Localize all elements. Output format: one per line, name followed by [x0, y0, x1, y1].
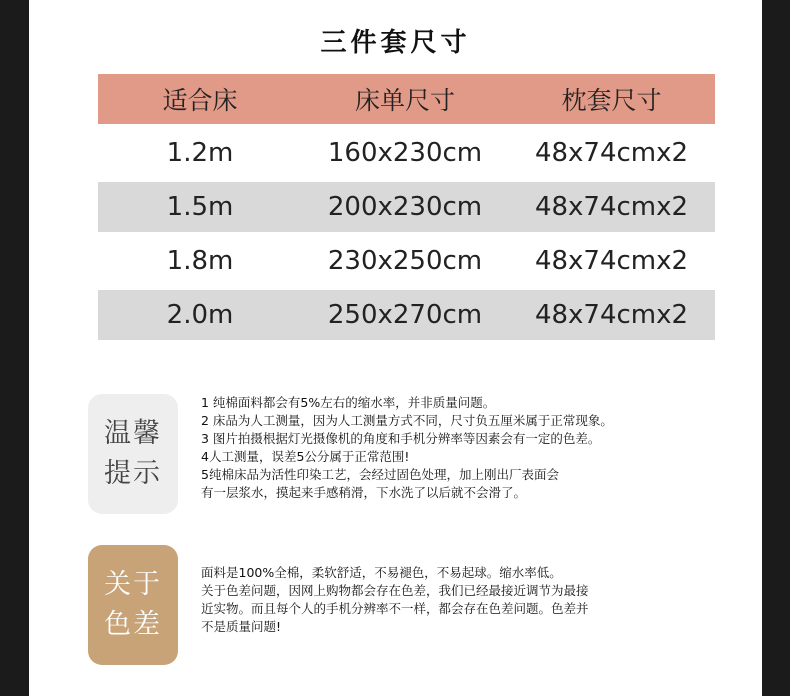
- warm-tips-label-line1: 温馨: [104, 418, 162, 449]
- table-row: [98, 236, 715, 286]
- warm-tip-line: 4人工测量，误差5公分属于正常范围!: [201, 449, 410, 464]
- warm-tip-line: 2 床品为人工测量，因为人工测量方式不同，尺寸负五厘米属于正常现象。: [201, 413, 613, 428]
- sheet-size-cell: 230x250cm: [327, 246, 483, 276]
- warm-tips-badge: [88, 394, 178, 514]
- sheet-size-cell: 160x230cm: [327, 138, 483, 168]
- table-row: [98, 290, 715, 340]
- color-diff-line: 面料是100%全棉，柔软舒适，不易褪色，不易起球。缩水率低。: [201, 565, 562, 580]
- warm-tip-line: 有一层浆水，摸起来手感稍滑，下水洗了以后就不会滑了。: [201, 485, 527, 500]
- sheet-size-cell: 200x230cm: [327, 192, 483, 222]
- size-table: [98, 74, 715, 344]
- table-row: [98, 182, 715, 232]
- pillowcase-size-cell: 48x74cmx2: [534, 246, 689, 276]
- pillowcase-size-cell: 48x74cmx2: [534, 138, 689, 168]
- warm-tip-line: 5纯棉床品为活性印染工艺，会经过固色处理，加上刚出厂表面会: [201, 467, 559, 482]
- color-diff-line: 近实物。而且每个人的手机分辨率不一样，都会存在色差问题。色差并: [201, 601, 589, 616]
- pillowcase-size-cell: 48x74cmx2: [534, 192, 689, 222]
- bed-size-cell: 1.2m: [166, 138, 234, 168]
- bed-size-cell: 1.5m: [166, 192, 234, 222]
- sheet-size-cell: 250x270cm: [327, 300, 483, 330]
- warm-tips-text: [201, 394, 731, 502]
- color-diff-label-line2: 色差: [104, 609, 162, 640]
- table-header-row: [98, 74, 715, 124]
- page-title: 三件套尺寸: [320, 28, 471, 58]
- warm-tip-line: 3 图片拍摄根据灯光摄像机的角度和手机分辨率等因素会有一定的色差。: [201, 431, 601, 446]
- header-sheet-size: 床单尺寸: [354, 86, 455, 115]
- header-bed-size: 适合床: [162, 86, 238, 115]
- content-panel: [29, 0, 762, 696]
- bed-size-cell: 1.8m: [166, 246, 234, 276]
- color-diff-line: 不是质量问题!: [201, 619, 282, 634]
- color-difference-text: [201, 564, 731, 636]
- color-diff-label-line1: 关于: [104, 569, 162, 600]
- table-row: [98, 128, 715, 178]
- warm-tips-label-line2: 提示: [104, 458, 162, 489]
- color-difference-badge: [88, 545, 178, 665]
- bed-size-cell: 2.0m: [166, 300, 234, 330]
- warm-tip-line: 1 纯棉面料都会有5%左右的缩水率，并非质量问题。: [201, 395, 496, 410]
- header-pillowcase-size: 枕套尺寸: [561, 86, 662, 115]
- color-diff-line: 关于色差问题，因网上购物都会存在色差，我们已经最接近调节为最接: [201, 583, 589, 598]
- pillowcase-size-cell: 48x74cmx2: [534, 300, 689, 330]
